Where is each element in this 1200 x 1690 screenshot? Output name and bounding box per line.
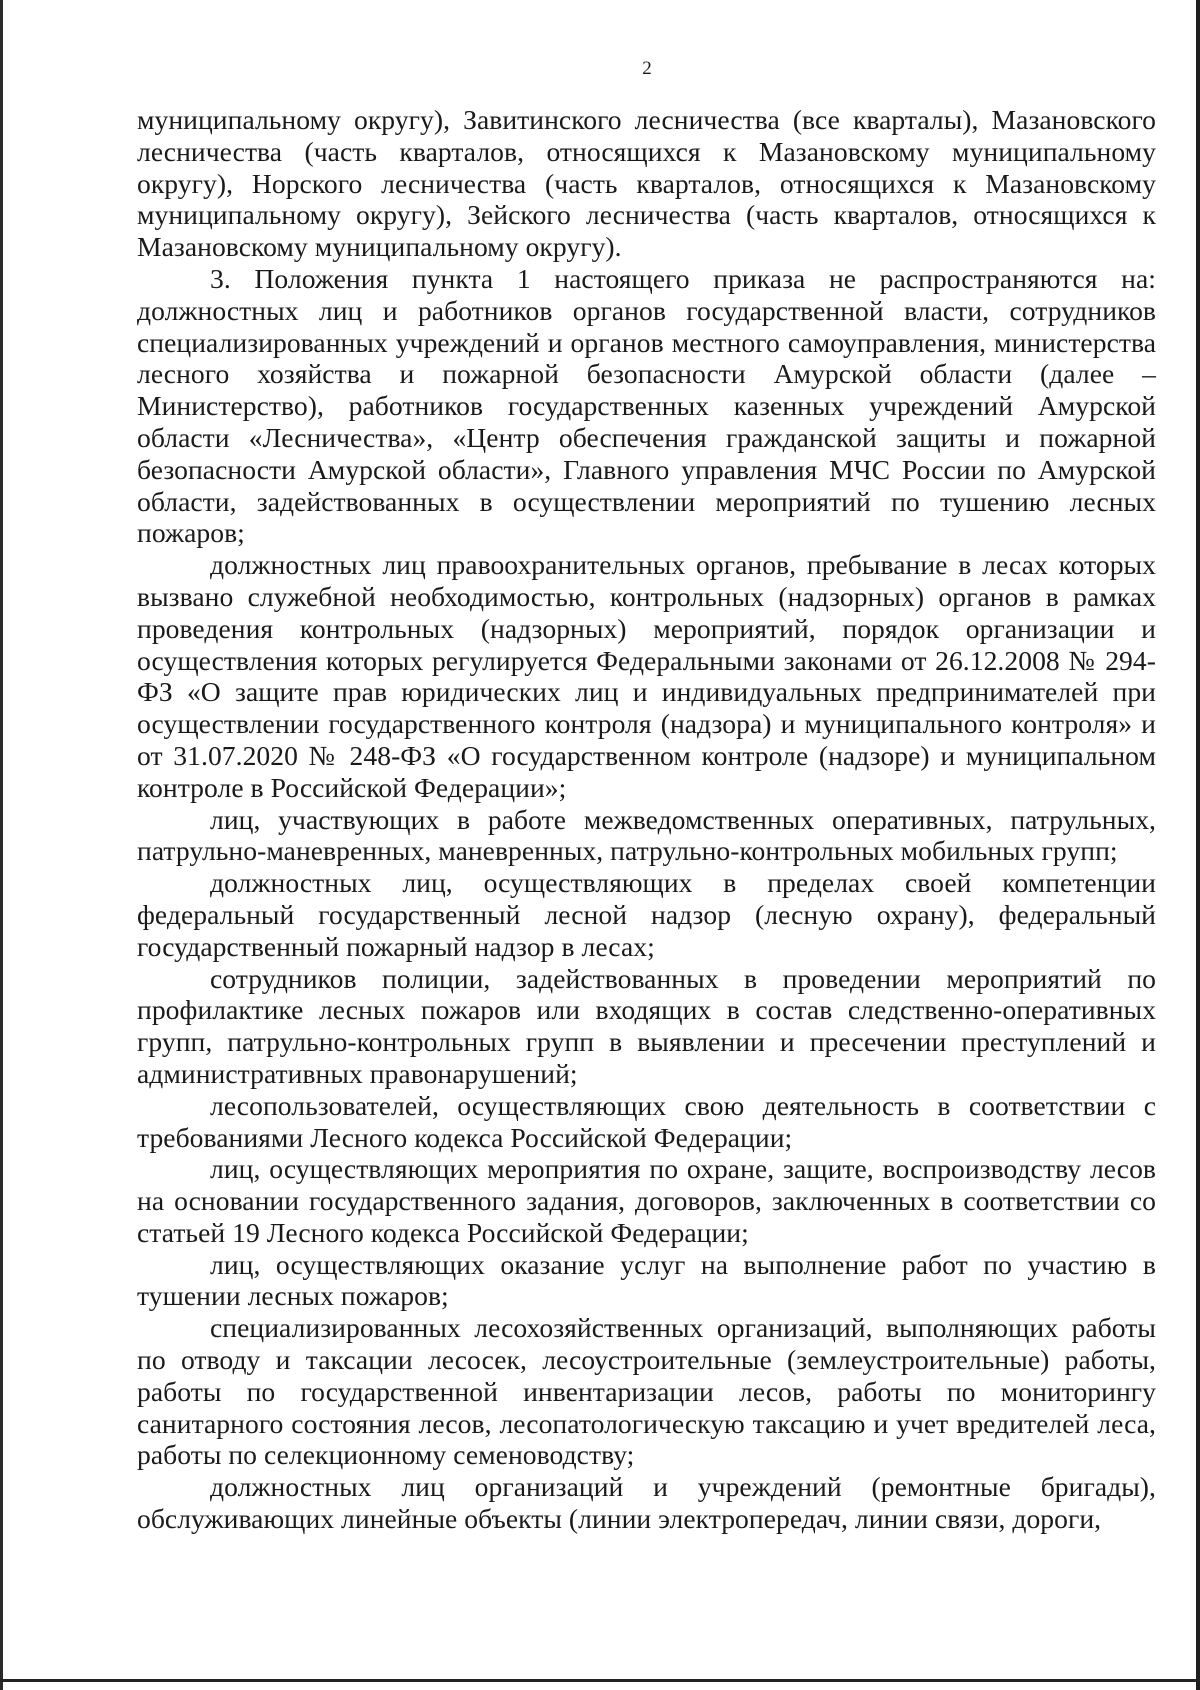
scan-edge-left xyxy=(0,0,3,1690)
paragraph: сотрудников полиции, задействованных в проведении мероприятий по профилактике лесных пожаров или входящих в состав следственно-оперативных групп, патрульно-контрольных групп в выявлении и пресечении преступлений и административных правонарушений; xyxy=(137,962,1156,1089)
scan-edge-bottom xyxy=(0,1679,1200,1682)
paragraph: лиц, осуществляющих мероприятия по охране, защите, воспроизводству лесов на основании государственного задания, договоров, заключенных в соответствии со статьей 19 Лесного кодекса Российской Федерации; xyxy=(137,1153,1156,1248)
paragraph: 3. Положения пункта 1 настоящего приказа не распространяются на: должностных лиц и работников органов государственной власти, сотрудников специализированных учреждений и органов местного самоуправления, министерства лесного хозяйства и пожарной безопасности Амурской области (далее – Министерство), работников государственных казенных учреждений Амурской области «Лесничества», «Центр обеспечения гражданской защиты и пожарной безопасности Амурской области», Главного управления МЧС России по Амурской области, задействованных в осуществлении мероприятий по тушению лесных пожаров; xyxy=(137,262,1156,549)
paragraph: лиц, осуществляющих оказание услуг на выполнение работ по участию в тушении лесных пожаров; xyxy=(137,1248,1156,1312)
paragraph: лиц, участвующих в работе межведомственных оперативных, патрульных, патрульно-маневренных, маневренных, патрульно-контрольных мобильных групп; xyxy=(137,803,1156,867)
scan-edge-right xyxy=(1196,0,1200,1690)
paragraph: должностных лиц организаций и учреждений (ремонтные бригады), обслуживающих линейные объекты (линии электропередач, линии связи, дороги, xyxy=(137,1471,1156,1535)
page-number: 2 xyxy=(642,58,652,79)
paragraph: должностных лиц правоохранительных органов, пребывание в лесах которых вызвано служебной необходимостью, контрольных (надзорных) органов в рамках проведения контрольных (надзорных) мероприятий, порядок организации и осуществления которых регулируется Федеральными законами от 26.12.2008 № 294-ФЗ «О защите прав юридических лиц и индивидуальных предпринимателей при осуществлении государственного контроля (надзора) и муниципального контроля» и от 31.07.2020 № 248-ФЗ «О государственном контроле (надзоре) и муниципальном контроле в Российской Федерации»; xyxy=(137,549,1156,803)
document-body xyxy=(137,104,1156,1535)
paragraph: лесопользователей, осуществляющих свою деятельность в соответствии с требованиями Лесного кодекса Российской Федерации; xyxy=(137,1089,1156,1153)
paragraph: специализированных лесохозяйственных организаций, выполняющих работы по отводу и таксации лесосек, лесоустроительные (землеустроительные) работы, работы по государственной инвентаризации лесов, работы по мониторингу санитарного состояния лесов, лесопатологическую таксацию и учет вредителей леса, работы по селекционному семеноводству; xyxy=(137,1312,1156,1471)
paragraph: муниципальному округу), Завитинского лесничества (все кварталы), Мазановского лесничества (часть кварталов, относящихся к Мазановскому муниципальному округу), Норского лесничества (часть кварталов, относящихся к Мазановскому муниципальному округу), Зейского лесничества (часть кварталов, относящихся к Мазановскому муниципальному округу). xyxy=(137,104,1156,263)
paragraph: должностных лиц, осуществляющих в пределах своей компетенции федеральный государственный лесной надзор (лесную охрану), федеральный государственный пожарный надзор в лесах; xyxy=(137,867,1156,962)
